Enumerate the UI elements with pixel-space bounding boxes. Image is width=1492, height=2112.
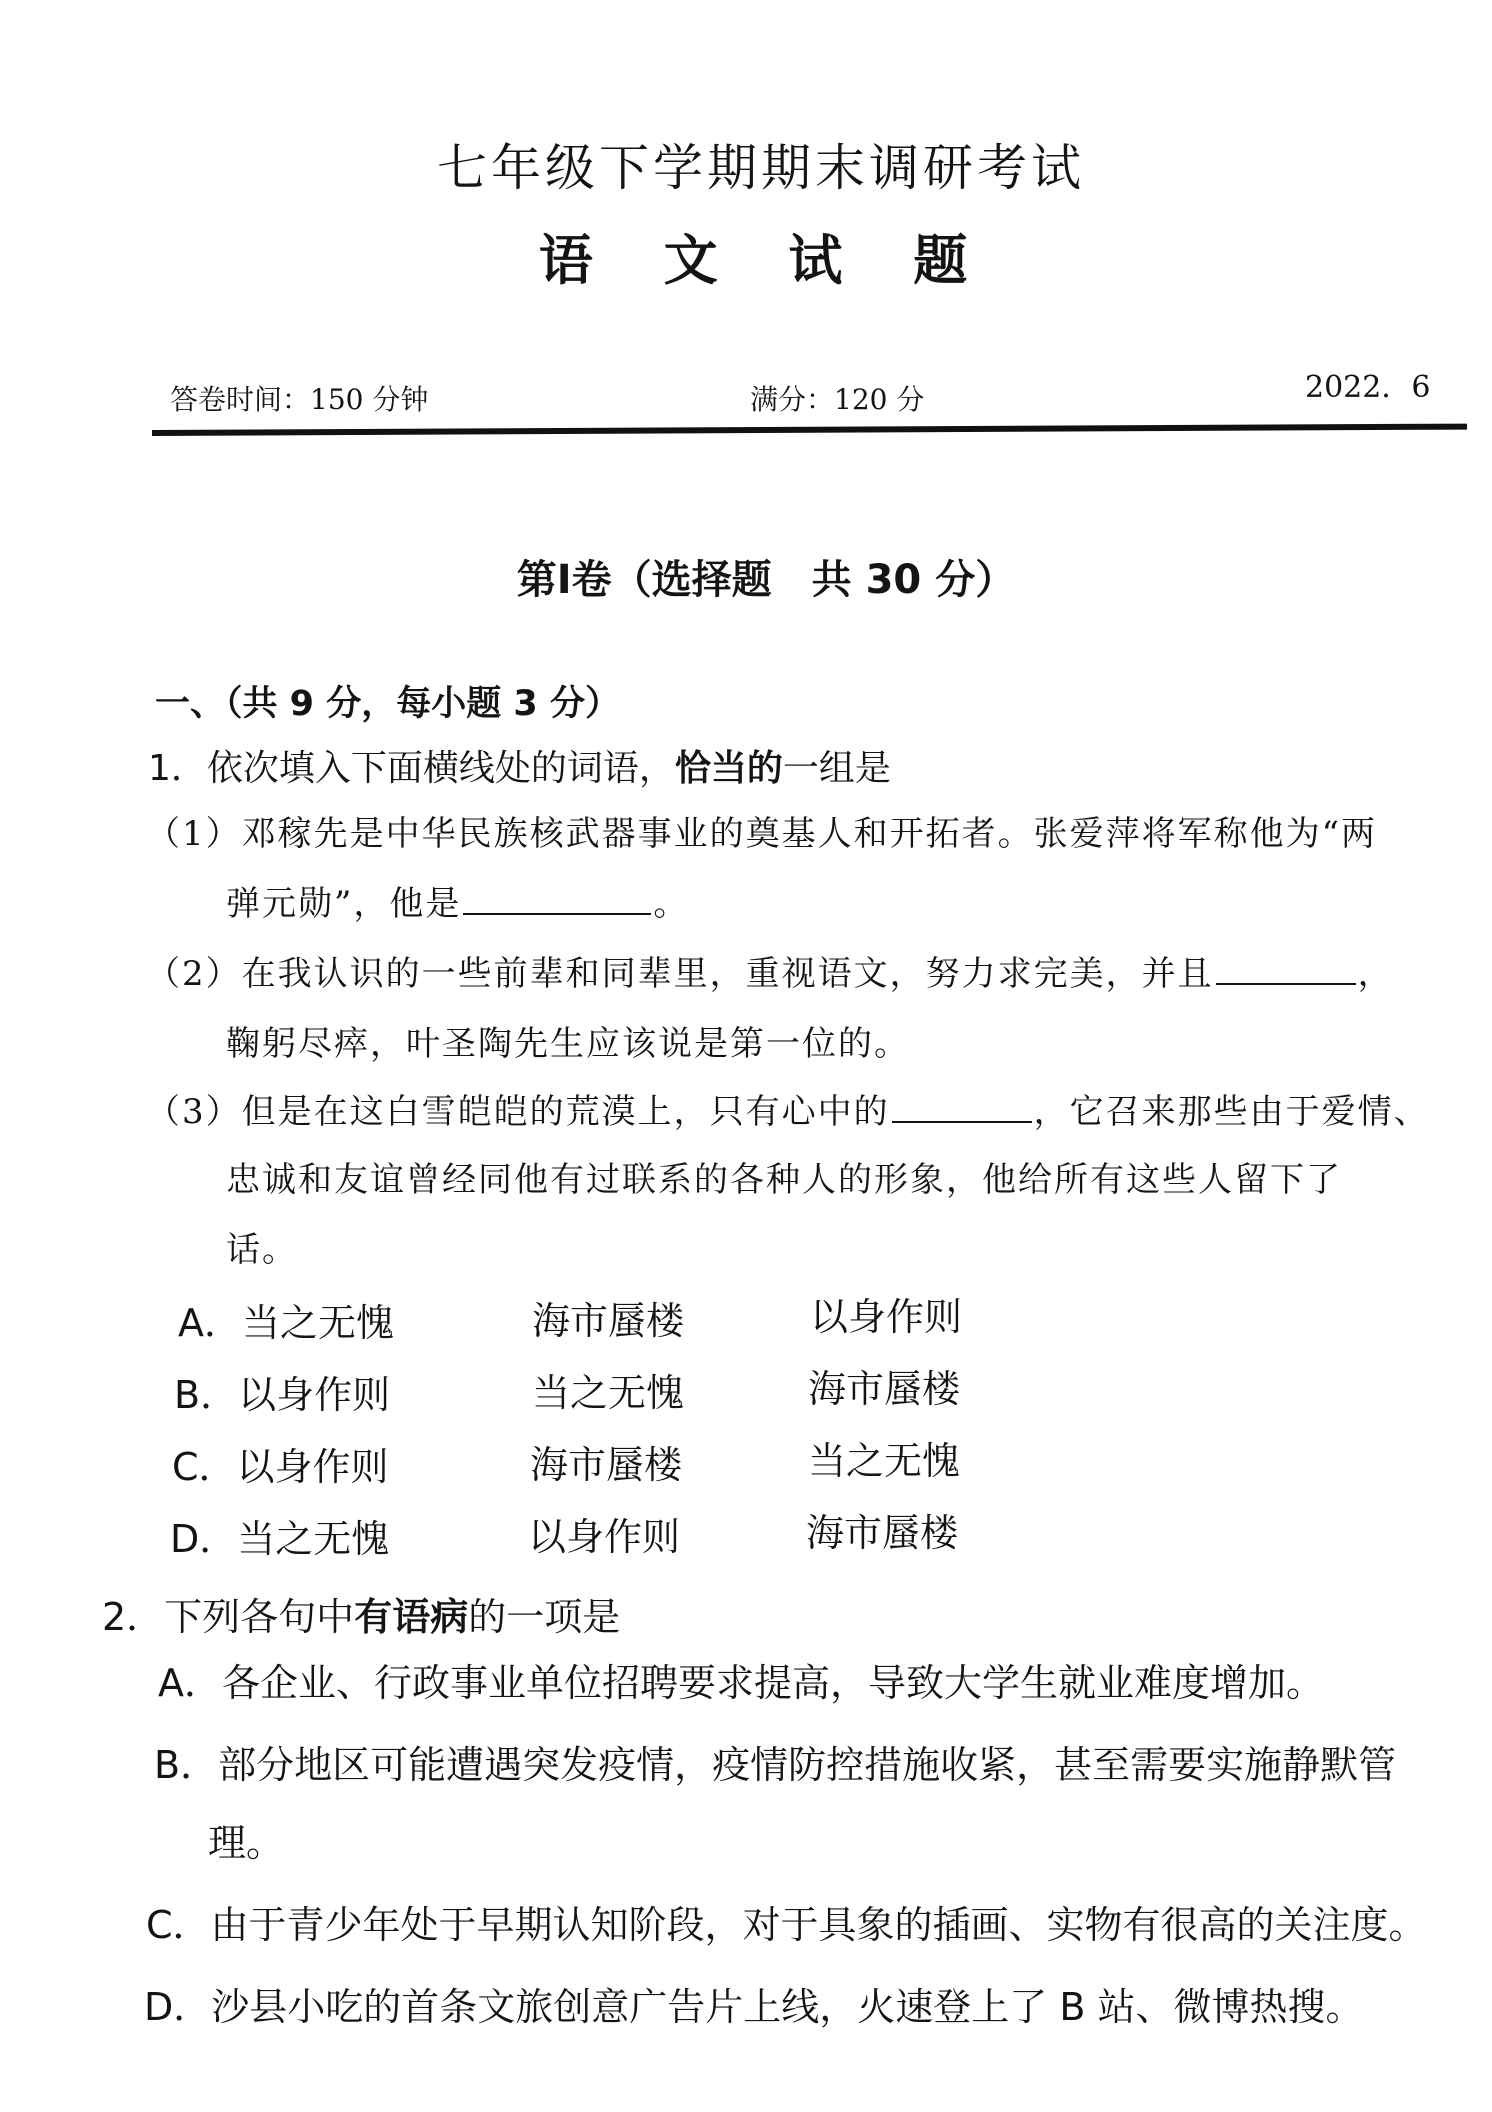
question-1-emphasis: 恰当的 xyxy=(674,748,783,789)
option-letter: B． xyxy=(174,1373,239,1417)
question-2-option-d[interactable]: D．沙县小吃的首条文旅创意广告片上线，火速登上了 B 站、微博热搜。 xyxy=(144,1985,1364,2029)
option-c-word-3: 当之无愧 xyxy=(808,1439,961,1483)
option-word-1: 当之无愧 xyxy=(237,1517,390,1561)
question-1-sentence-1-line-2 xyxy=(226,876,689,925)
option-d-word-3: 海市蜃楼 xyxy=(806,1511,959,1555)
question-1-sentence-3-line-1 xyxy=(146,1084,1430,1133)
sentence-2-blank xyxy=(1216,947,1356,985)
option-word-1: 以身作则 xyxy=(238,1373,391,1417)
exam-subtitle: 语 文 试 题 xyxy=(538,228,994,292)
question-1-sentence-2-line-2: 鞠躬尽瘁，叶圣陶先生应该说是第一位的。 xyxy=(226,1024,910,1064)
option-letter: D． xyxy=(170,1517,238,1561)
section-title: 第Ⅰ卷（选择题 共 30 分） xyxy=(516,557,1016,603)
question-2-option-c[interactable]: C．由于青少年处于早期认知阶段，对于具象的插画、实物有很高的关注度。 xyxy=(146,1903,1427,1947)
question-2-emphasis: 有语病 xyxy=(354,1595,469,1639)
question-2-stem-prefix: 2．下列各句中 xyxy=(102,1595,355,1639)
option-word-1: 以身作则 xyxy=(236,1445,389,1489)
option-c-word-2: 海市蜃楼 xyxy=(530,1443,683,1487)
sentence-2-comma: ， xyxy=(1357,954,1394,994)
question-2-option-a[interactable]: A．各企业、行政事业单位招聘要求提高，导致大学生就业难度增加。 xyxy=(158,1661,1324,1705)
question-1-stem-suffix: 一组是 xyxy=(782,748,891,789)
question-1-option-c[interactable] xyxy=(172,1436,389,1491)
question-2-stem-suffix: 的一项是 xyxy=(468,1595,621,1639)
header-divider xyxy=(152,424,1467,436)
exam-full-score: 满分：120 分 xyxy=(750,383,925,416)
part1-heading: 一、（共 9 分，每小题 3 分） xyxy=(155,684,620,724)
question-1-stem xyxy=(148,740,891,791)
sentence-3-blank xyxy=(892,1085,1032,1123)
option-b-word-2: 当之无愧 xyxy=(532,1371,685,1415)
option-a-word-3: 以身作则 xyxy=(810,1295,963,1339)
sentence-1-end: 。 xyxy=(653,884,690,924)
question-2-option-b[interactable]: B．部分地区可能遭遇突发疫情，疫情防控措施收紧，甚至需要实施静默管 xyxy=(154,1743,1397,1787)
question-1-option-d[interactable] xyxy=(170,1508,389,1563)
exam-date: 2022．6 xyxy=(1305,370,1431,405)
option-a-word-2: 海市蜃楼 xyxy=(532,1299,685,1343)
option-b-word-3: 海市蜃楼 xyxy=(808,1367,961,1411)
question-2-option-b-continued: 理。 xyxy=(208,1821,285,1865)
question-1-sentence-3-line-3: 话。 xyxy=(226,1230,298,1270)
exam-duration: 答卷时间：150 分钟 xyxy=(170,383,429,416)
question-1-sentence-2-line-1 xyxy=(146,946,1394,995)
option-letter: A． xyxy=(178,1301,242,1345)
sentence-1-text: 弹元勋”，他是 xyxy=(226,884,462,924)
option-word-1: 当之无愧 xyxy=(242,1301,395,1345)
question-1-sentence-1-line-1: （1）邓稼先是中华民族核武器事业的奠基人和开拓者。张爱萍将军称他为“两 xyxy=(146,814,1378,854)
question-2-stem xyxy=(102,1586,620,1641)
question-1-option-b[interactable] xyxy=(174,1364,390,1419)
sentence-2-text: （2）在我认识的一些前辈和同辈里，重视语文，努力求完美，并且 xyxy=(146,954,1214,994)
exam-title: 七年级下学期期末调研考试 xyxy=(437,139,1085,197)
question-1-stem-prefix: 1．依次填入下面横线处的词语， xyxy=(148,748,675,789)
sentence-3-text-after: ，它召来那些由于爱情、 xyxy=(1033,1092,1430,1132)
question-1-sentence-3-line-2: 忠诚和友谊曾经同他有过联系的各种人的形象，他给所有这些人留下了 xyxy=(226,1160,1342,1200)
option-letter: C． xyxy=(172,1445,237,1489)
sentence-3-text: （3）但是在这白雪皑皑的荒漠上，只有心中的 xyxy=(146,1092,890,1132)
question-1-option-a[interactable] xyxy=(178,1292,394,1347)
option-d-word-2: 以身作则 xyxy=(528,1515,681,1559)
sentence-1-blank xyxy=(463,877,651,915)
